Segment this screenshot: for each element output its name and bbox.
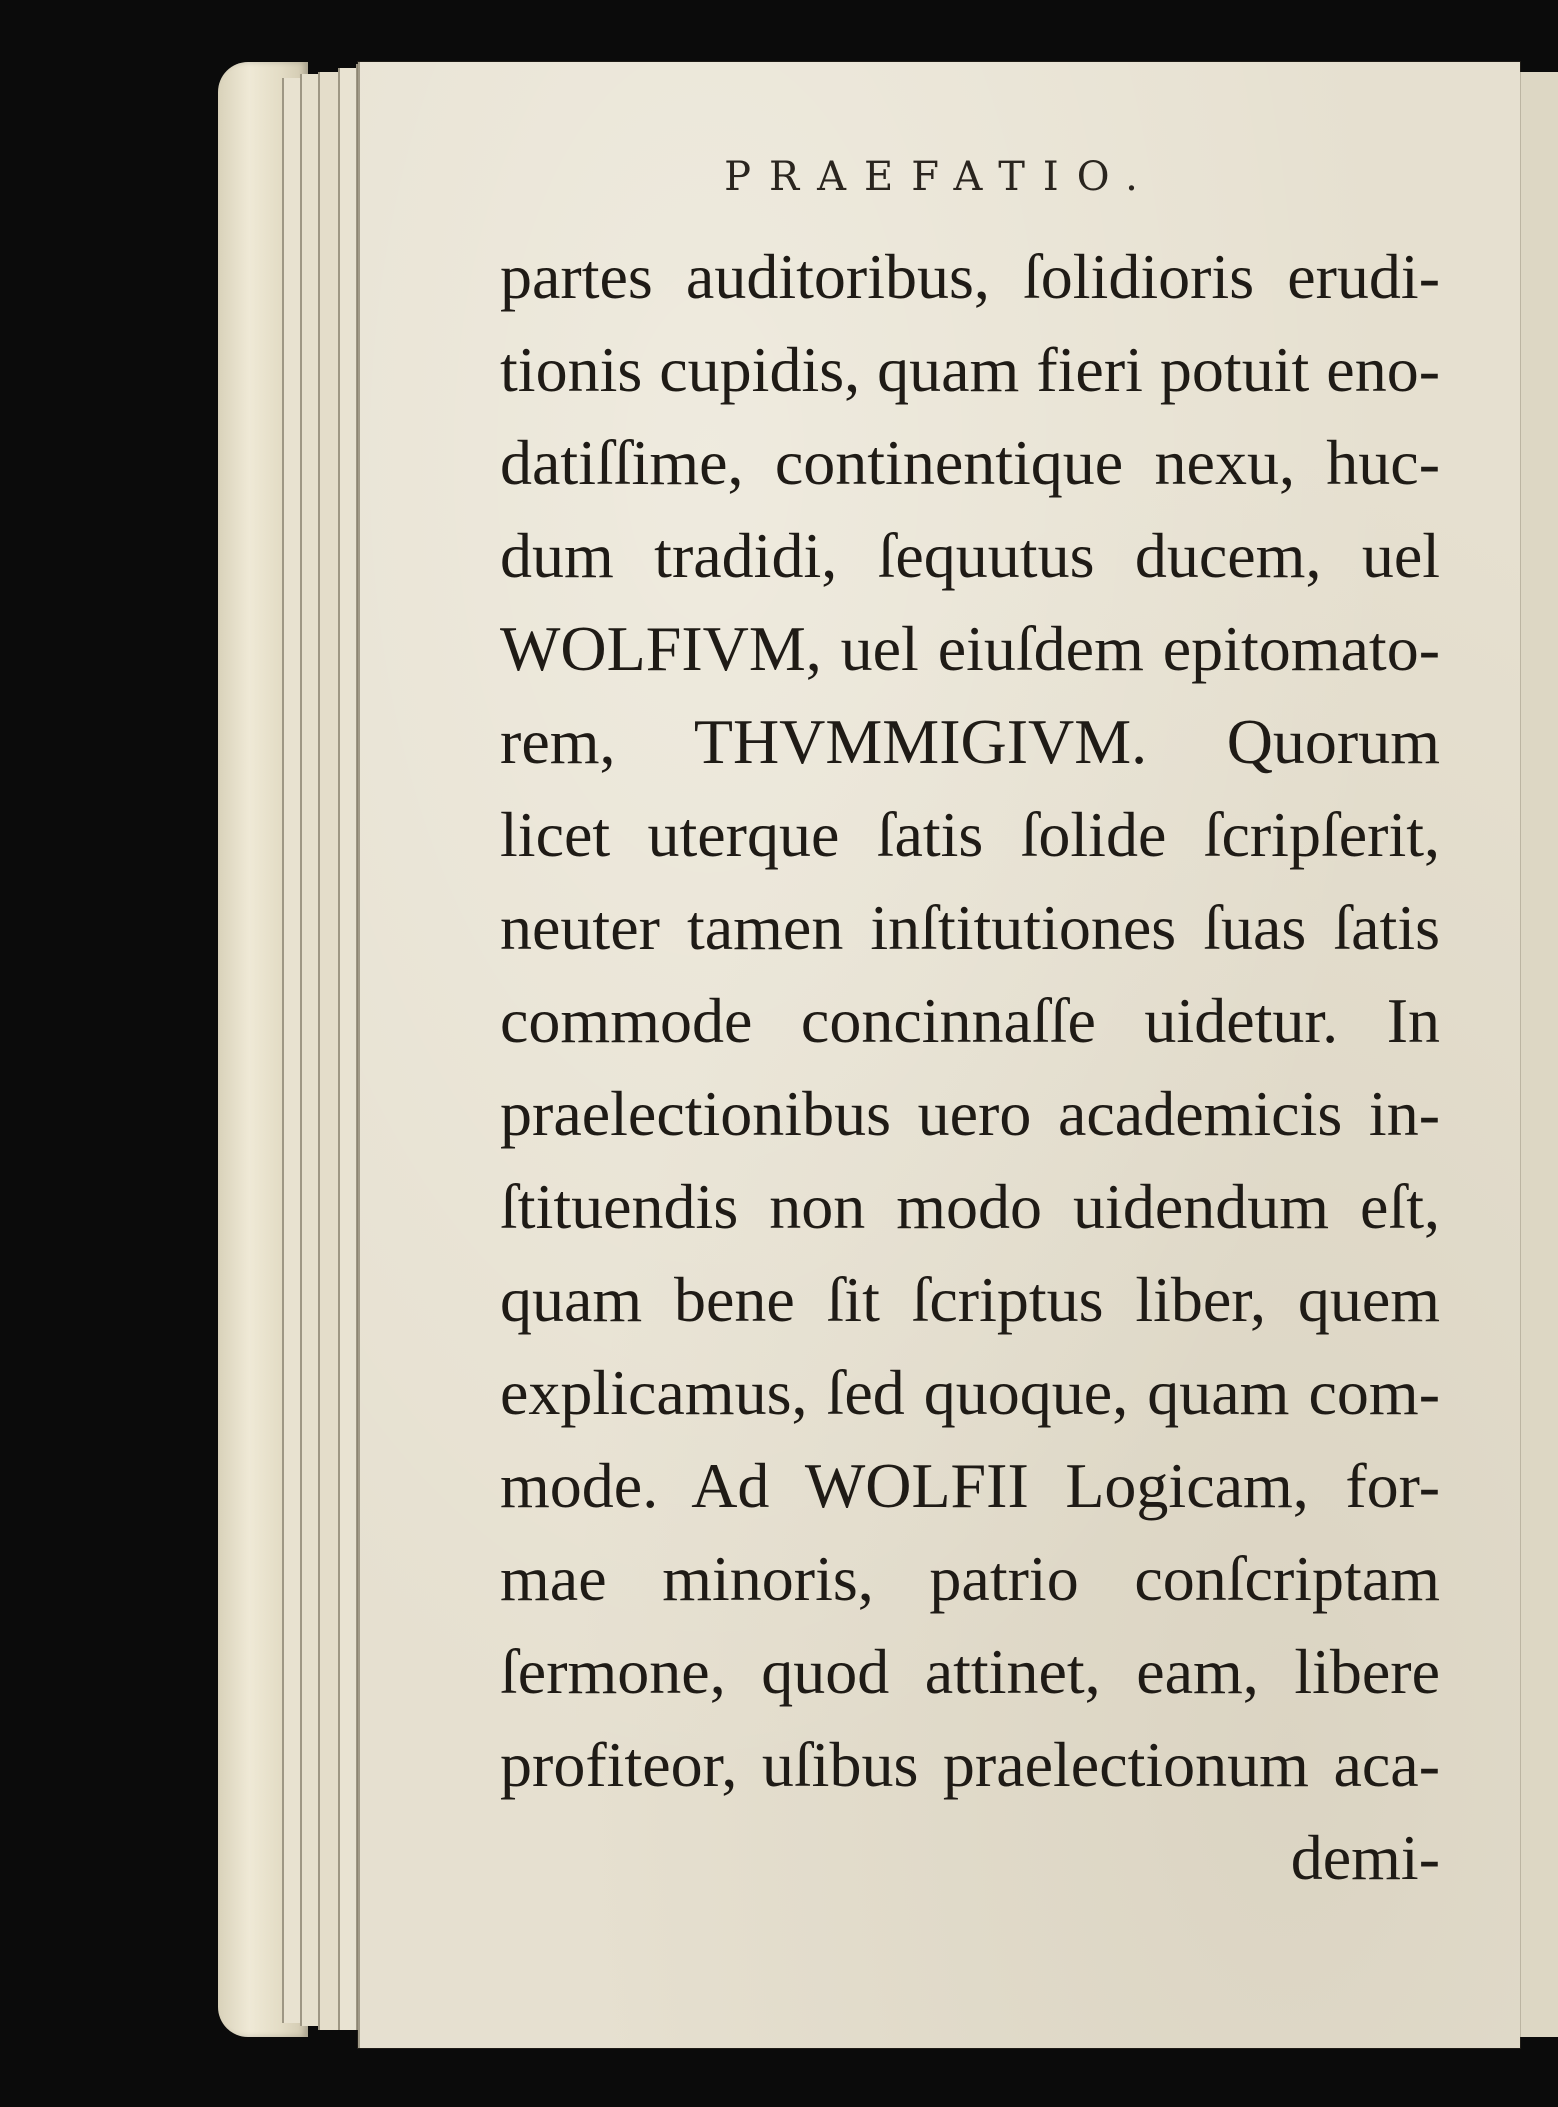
text-line: partes auditoribus, ſolidioris erudi- [500, 241, 1440, 312]
text-line: mode. Ad WOLFII Logicam, for- [500, 1450, 1440, 1521]
text-line: tionis cupidis, quam fieri potuit eno- [500, 334, 1440, 405]
text-line: ſtituendis non modo uidendum eſt, [500, 1171, 1440, 1242]
text-line: profiteor, uſibus praelectionum aca- [500, 1729, 1440, 1800]
body-text [500, 230, 1440, 1904]
text-line: rem, THVMMIGIVM. Quorum [500, 706, 1440, 777]
catchword: demi- [1290, 1822, 1440, 1893]
text-line: quam bene ſit ſcriptus liber, quem [500, 1264, 1440, 1335]
printed-page [358, 62, 1520, 2048]
text-line: WOLFIVM, uel eiuſdem epitomato- [500, 613, 1440, 684]
running-head: PRAEFATIO. [724, 154, 1156, 200]
text-line: ſermone, quod attinet, eam, libere [500, 1636, 1440, 1707]
text-line: praelectionibus uero academicis in- [500, 1078, 1440, 1149]
text-line: datiſſime, continentique nexu, huc- [500, 427, 1440, 498]
text-line: dum tradidi, ſequutus ducem, uel [500, 520, 1440, 591]
text-line: mae minoris, patrio conſcriptam [500, 1543, 1440, 1614]
text-line: explicamus, ſed quoque, quam com- [500, 1357, 1440, 1428]
text-line: commode concinnaſſe uidetur. In [500, 985, 1440, 1056]
text-line: licet uterque ſatis ſolide ſcripſerit, [500, 799, 1440, 870]
text-line: neuter tamen inſtitutiones ſuas ſatis [500, 892, 1440, 963]
